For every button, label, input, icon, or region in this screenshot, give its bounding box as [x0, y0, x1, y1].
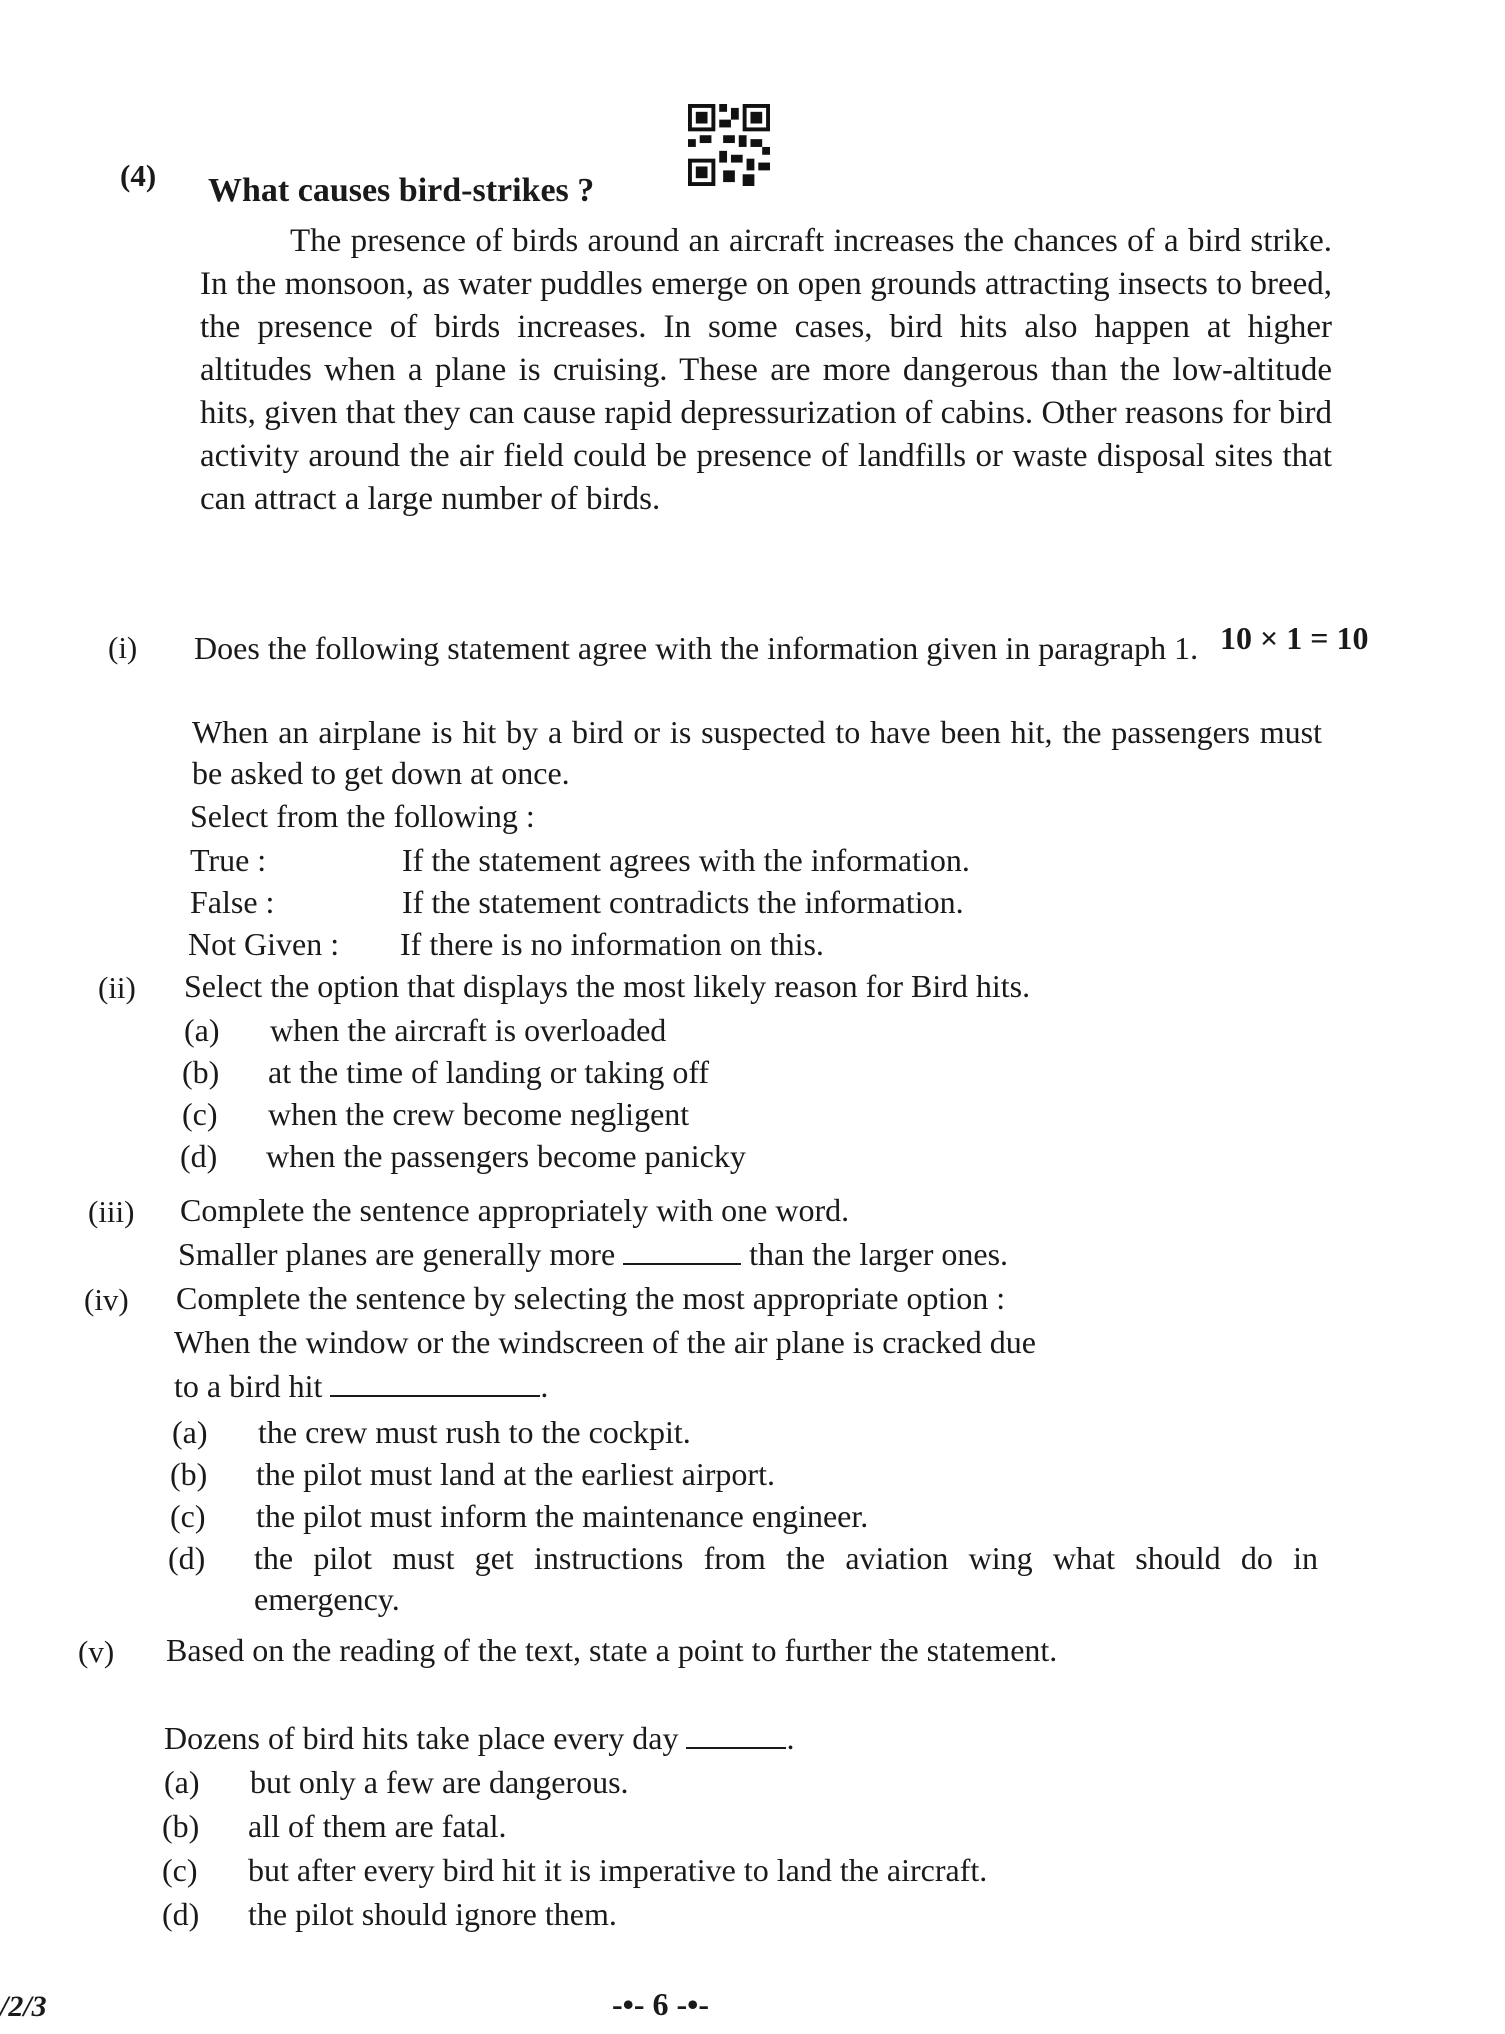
choice-true: [190, 840, 970, 881]
option-label: (d): [168, 1540, 206, 1576]
sentence-before: Dozens of bird hits take place every day: [164, 1720, 679, 1756]
option-label: (d): [162, 1896, 200, 1932]
option-label: (c): [182, 1096, 218, 1132]
option-b: [162, 1806, 507, 1847]
choice-key: False :: [190, 884, 275, 920]
choice-text: If the statement contradicts the information.: [402, 884, 964, 920]
option-c: [170, 1496, 868, 1537]
option-label: (c): [162, 1852, 198, 1888]
answer-blank[interactable]: [330, 1394, 540, 1397]
question-number: (v): [78, 1634, 115, 1669]
option-text: at the time of landing or taking off: [268, 1054, 710, 1090]
sentence-end: .: [786, 1720, 795, 1756]
sentence-line: When the window or the windscreen of the air plane is cracked due: [174, 1324, 1036, 1360]
option-label: (a): [184, 1012, 220, 1048]
question-text: Select the option that displays the most likely reason for Bird hits.: [184, 968, 1031, 1004]
option-label: (b): [162, 1808, 200, 1844]
section-title: What causes bird-strikes ?: [208, 172, 595, 209]
option-a: [164, 1762, 629, 1803]
option-text: the pilot should ignore them.: [248, 1896, 617, 1932]
answer-blank[interactable]: [686, 1746, 786, 1749]
option-d: [168, 1538, 1318, 1620]
option-text: when the aircraft is overloaded: [270, 1012, 667, 1048]
question-number: (i): [108, 630, 138, 665]
option-text: the pilot must inform the maintenance engineer.: [256, 1498, 869, 1534]
option-label: (b): [170, 1456, 208, 1492]
option-d: [180, 1136, 746, 1177]
passage-text: The presence of birds around an aircraft increases the chances of a bird strike. In the monsoon, as water puddles emerge on open grounds attracting insects to breed, the presence of birds increases. In some cases, bird hits also happen at higher altitudes when a plane is cruising. These are more dangerous than the low-altitude hits, given that they can cause rapid depressurization of cabins. Other reasons for bird activity around the air field could be presence of landfills or waste disposal sites that can attract a large number of birds.: [200, 223, 1332, 517]
question-text: Complete the sentence by selecting the most appropriate option :: [176, 1280, 1006, 1316]
section-number: (4): [120, 158, 157, 193]
qr-code-icon: [688, 104, 770, 186]
sentence-before: to a bird hit: [174, 1368, 323, 1404]
question-number: (iv): [84, 1282, 129, 1317]
choice-key: Not Given :: [188, 926, 340, 962]
option-label: (b): [182, 1054, 220, 1090]
choice-not-given: [188, 924, 824, 965]
choice-text: If there is no information on this.: [400, 926, 824, 962]
option-label: (a): [172, 1414, 208, 1450]
question-text: Based on the reading of the text, state a point to further the statement.: [166, 1632, 1058, 1668]
option-a: [172, 1412, 691, 1453]
option-text: when the crew become negligent: [268, 1096, 690, 1132]
sentence-end: .: [540, 1368, 549, 1404]
fill-in-sentence: [174, 1366, 548, 1407]
sentence-before: Smaller planes are generally more: [178, 1236, 616, 1272]
page-number: -•- 6 -•-: [612, 1986, 710, 2022]
paper-code: /2/3: [0, 1990, 47, 2023]
option-text: but after every bird hit it is imperative to land the aircraft.: [248, 1852, 988, 1888]
reading-passage: [200, 220, 1332, 521]
choice-text: If the statement agrees with the information.: [402, 842, 970, 878]
option-text: when the passengers become panicky: [266, 1138, 746, 1174]
option-label: (a): [164, 1764, 200, 1800]
question-number: (ii): [98, 970, 136, 1005]
option-c: [182, 1094, 689, 1135]
option-c: [162, 1850, 987, 1891]
option-text: all of them are fatal.: [248, 1808, 507, 1844]
option-text: the pilot must land at the earliest airport.: [256, 1456, 775, 1492]
marks-allocation: 10 × 1 = 10: [1220, 620, 1369, 656]
option-a: [184, 1010, 666, 1051]
question-instruction: Select from the following :: [190, 798, 535, 834]
fill-in-sentence: [178, 1234, 1008, 1275]
fill-in-sentence: [164, 1718, 794, 1759]
question-number: (iii): [88, 1194, 135, 1229]
option-label: (d): [180, 1138, 218, 1174]
question-text: Complete the sentence appropriately with one word.: [180, 1192, 850, 1228]
option-d: [162, 1894, 617, 1935]
choice-false: [190, 882, 964, 923]
option-b: [182, 1052, 709, 1093]
option-text: the pilot must get instructions from the aviation wing what should do in emergency.: [254, 1540, 1318, 1617]
question-statement: When an airplane is hit by a bird or is suspected to have been hit, the passengers must be asked to get down at once.: [192, 714, 1322, 791]
choice-key: True :: [190, 842, 267, 878]
option-text: but only a few are dangerous.: [250, 1764, 629, 1800]
option-b: [170, 1454, 775, 1495]
sentence-after: than the larger ones.: [749, 1236, 1009, 1272]
question-text: Does the following statement agree with the information given in paragraph 1.: [194, 630, 1199, 666]
option-label: (c): [170, 1498, 206, 1534]
answer-blank[interactable]: [623, 1262, 741, 1265]
option-text: the crew must rush to the cockpit.: [258, 1414, 691, 1450]
